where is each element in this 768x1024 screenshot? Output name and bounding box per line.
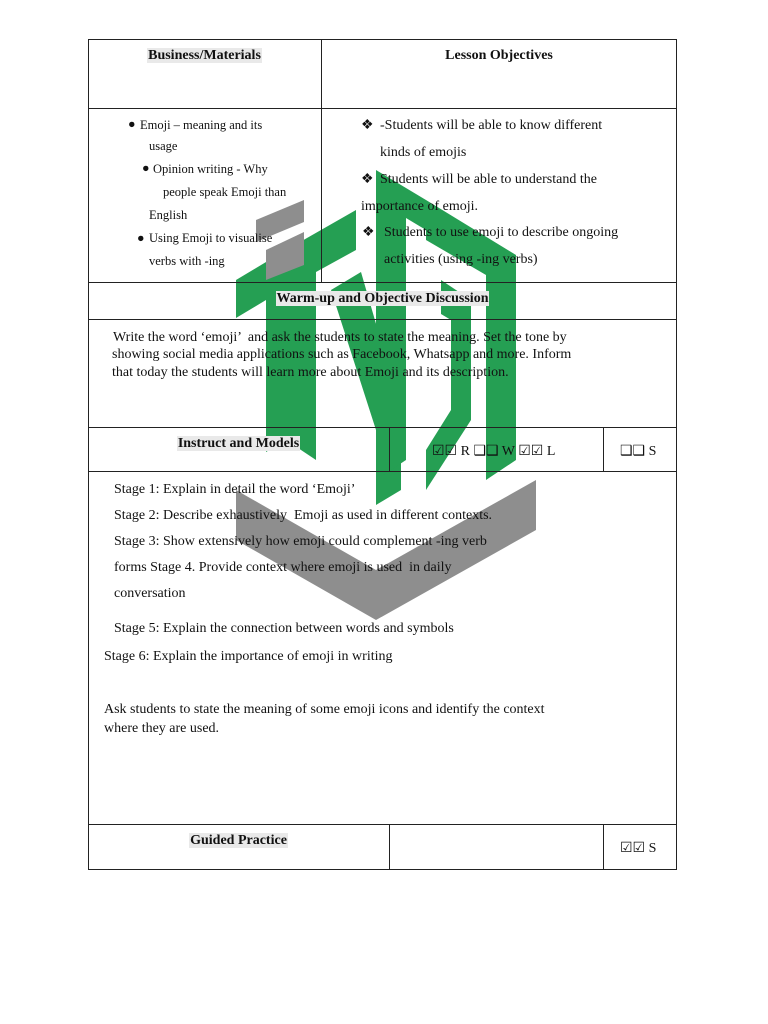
list-item: usage [149,139,178,153]
list-item: Stage 1: Explain in detail the word ‘Emoji’ [114,482,356,497]
bullet-dot: ● [142,161,150,175]
list-item: Stage 5: Explain the connection between words and symbols [114,621,454,636]
row-divider-2 [88,282,677,283]
guided-divider-a [389,824,390,870]
list-item: -Students will be able to know different [380,118,603,133]
paragraph-line: where they are used. [104,721,220,736]
row-divider-4 [88,427,677,428]
list-item: verbs with -ing [149,254,225,268]
warmup-header: Warm-up and Objective Discussion [276,291,489,306]
row-divider-1 [88,108,677,109]
row-divider-3 [88,319,677,320]
list-item: Using Emoji to visualise [149,231,273,245]
list-item: people speak Emoji than [163,185,287,199]
instruct-header: Instruct and Models [177,436,300,451]
list-item: activities (using -ing verbs) [384,252,538,267]
list-item: English [149,208,188,222]
list-item: Emoji – meaning and its [140,118,263,132]
guided-divider-b [603,824,604,870]
list-item: Stage 3: Show extensively how emoji could complement -ing verb [114,534,487,549]
skills-checkboxes: ☑☑ R ❑❑ W ☑☑ L [432,444,556,459]
paragraph-line: Write the word ‘emoji’ and ask the students to state the meaning. Set the tone by [113,330,567,345]
skill-s-checkbox: ❑❑ S [620,444,657,459]
paragraph-line: that today the students will learn more about Emoji and its description. [112,365,509,380]
diamond-bullet: ❖ [362,225,375,240]
paragraph-line: showing social media applications such as Facebook, Whatsapp and more. Inform [112,347,572,362]
list-item: importance of emoji. [361,199,479,214]
instruct-divider-b [603,427,604,472]
list-item: Stage 6: Explain the importance of emoji in writing [104,649,393,664]
list-item: Opinion writing - Why [153,162,268,176]
list-item: forms Stage 4. Provide context where emoji is used in daily [114,560,452,575]
row-divider-5 [88,471,677,472]
guided-skill-s-checkbox: ☑☑ S [620,841,657,856]
list-item: kinds of emojis [380,145,467,160]
list-item: Students will be able to understand the [380,172,597,187]
bullet-dot: ● [137,231,145,245]
instruct-divider-a [389,427,390,472]
diamond-bullet: ❖ [361,172,374,187]
objectives-header: Lesson Objectives [445,48,553,63]
row-divider-6 [88,824,677,825]
list-item: conversation [114,586,186,601]
list-item: Stage 2: Describe exhaustively Emoji as used in different contexts. [114,508,493,523]
diamond-bullet: ❖ [361,118,374,133]
guided-header: Guided Practice [190,833,287,848]
paragraph-line: Ask students to state the meaning of some emoji icons and identify the context [104,702,545,717]
list-item: Students to use emoji to describe ongoing [384,225,619,240]
bullet-dot: ● [128,117,136,131]
materials-header: Business/Materials [148,48,261,63]
col-divider-top [321,39,322,283]
